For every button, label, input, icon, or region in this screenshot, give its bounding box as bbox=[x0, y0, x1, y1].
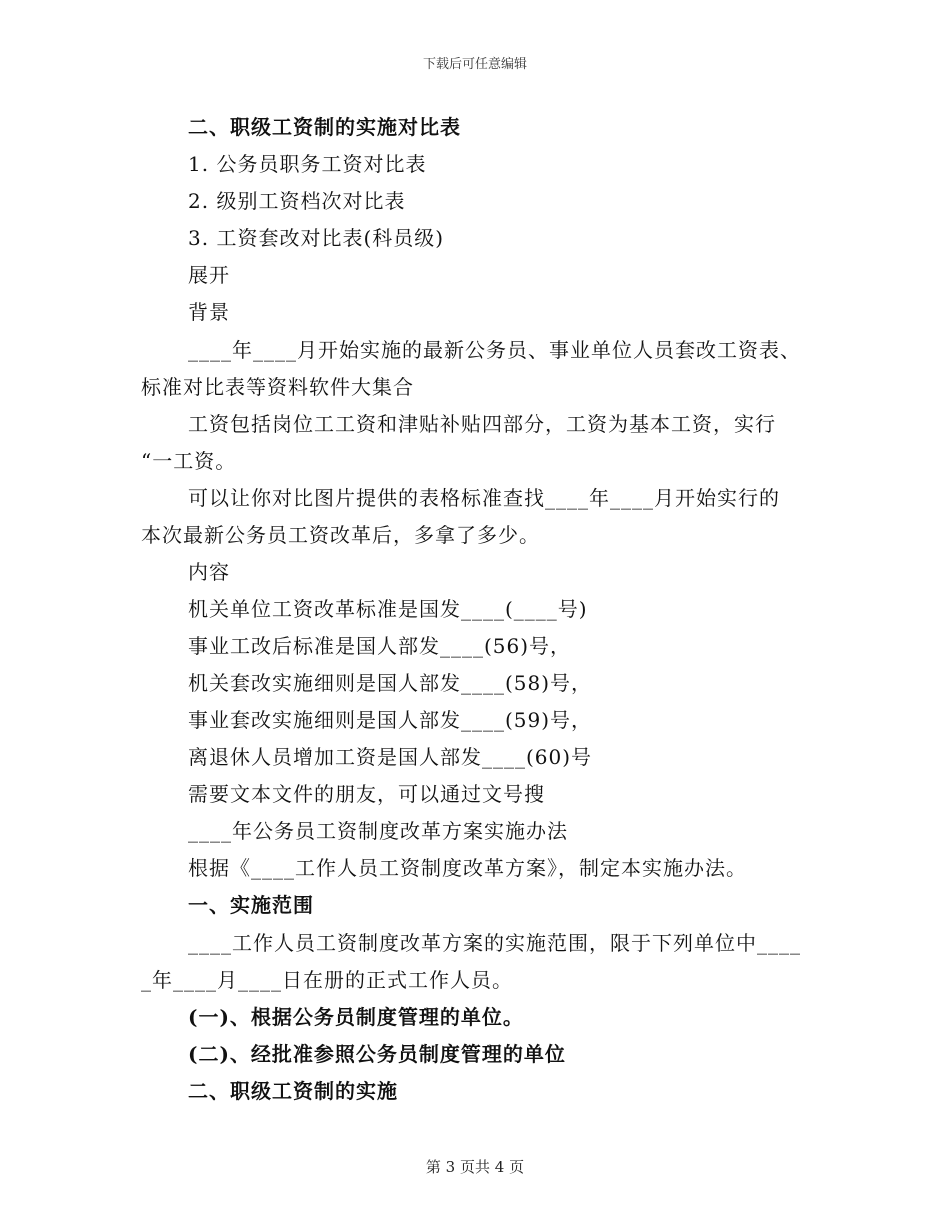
page-header: 下载后可任意编辑 bbox=[422, 57, 527, 72]
text-line: 事业套改实施细则是国人部发____(59)号， bbox=[188, 708, 593, 732]
text-line: ____年公务员工资制度改革方案实施办法 bbox=[188, 819, 568, 843]
text-line: 本次最新公务员工资改革后，多拿了多少。 bbox=[141, 523, 540, 547]
section-heading: 二、职级工资制的实施对比表 bbox=[188, 115, 461, 139]
text-line: 标准对比表等资料软件大集合 bbox=[141, 375, 414, 399]
text-line: 展开 bbox=[188, 263, 230, 287]
text-line: 事业工改后标准是国人部发____(56)号， bbox=[188, 634, 572, 658]
text-line: 机关单位工资改革标准是国发____(____号) bbox=[188, 597, 588, 621]
text-line: 2. 级别工资档次对比表 bbox=[188, 189, 406, 213]
text-line: 背景 bbox=[188, 300, 230, 324]
text-line: 机关套改实施细则是国人部发____(58)号， bbox=[188, 671, 593, 695]
section-heading: 二、职级工资制的实施 bbox=[188, 1079, 398, 1103]
section-heading: 一、实施范围 bbox=[188, 893, 314, 917]
subsection-heading: (二)、经批准参照公务员制度管理的单位 bbox=[188, 1042, 566, 1066]
text-line: 可以让你对比图片提供的表格标准查找____年____月开始实行的 bbox=[188, 486, 780, 510]
text-line: 需要文本文件的朋友，可以通过文号搜 bbox=[188, 782, 545, 806]
text-line: _年____月____日在册的正式工作人员。 bbox=[141, 968, 513, 992]
text-line: 工资包括岗位工工资和津贴补贴四部分，工资为基本工资，实行 bbox=[188, 412, 776, 436]
subsection-heading: (一)、根据公务员制度管理的单位。 bbox=[188, 1005, 524, 1029]
text-line: 内容 bbox=[188, 560, 230, 584]
text-line: 1. 公务员职务工资对比表 bbox=[188, 152, 427, 176]
text-line: 根据《____工作人员工资制度改革方案》，制定本实施办法。 bbox=[188, 856, 747, 880]
text-line: ____工作人员工资制度改革方案的实施范围，限于下列单位中____ bbox=[188, 931, 801, 955]
text-line: “一工资。 bbox=[141, 449, 237, 473]
text-line: ____年____月开始实施的最新公务员、事业单位人员套改工资表、 bbox=[188, 338, 801, 362]
text-line: 离退休人员增加工资是国人部发____(60)号 bbox=[188, 745, 593, 769]
page-footer: 第 3 页共 4 页 bbox=[425, 1158, 525, 1176]
text-line: 3. 工资套改对比表(科员级) bbox=[188, 226, 445, 250]
